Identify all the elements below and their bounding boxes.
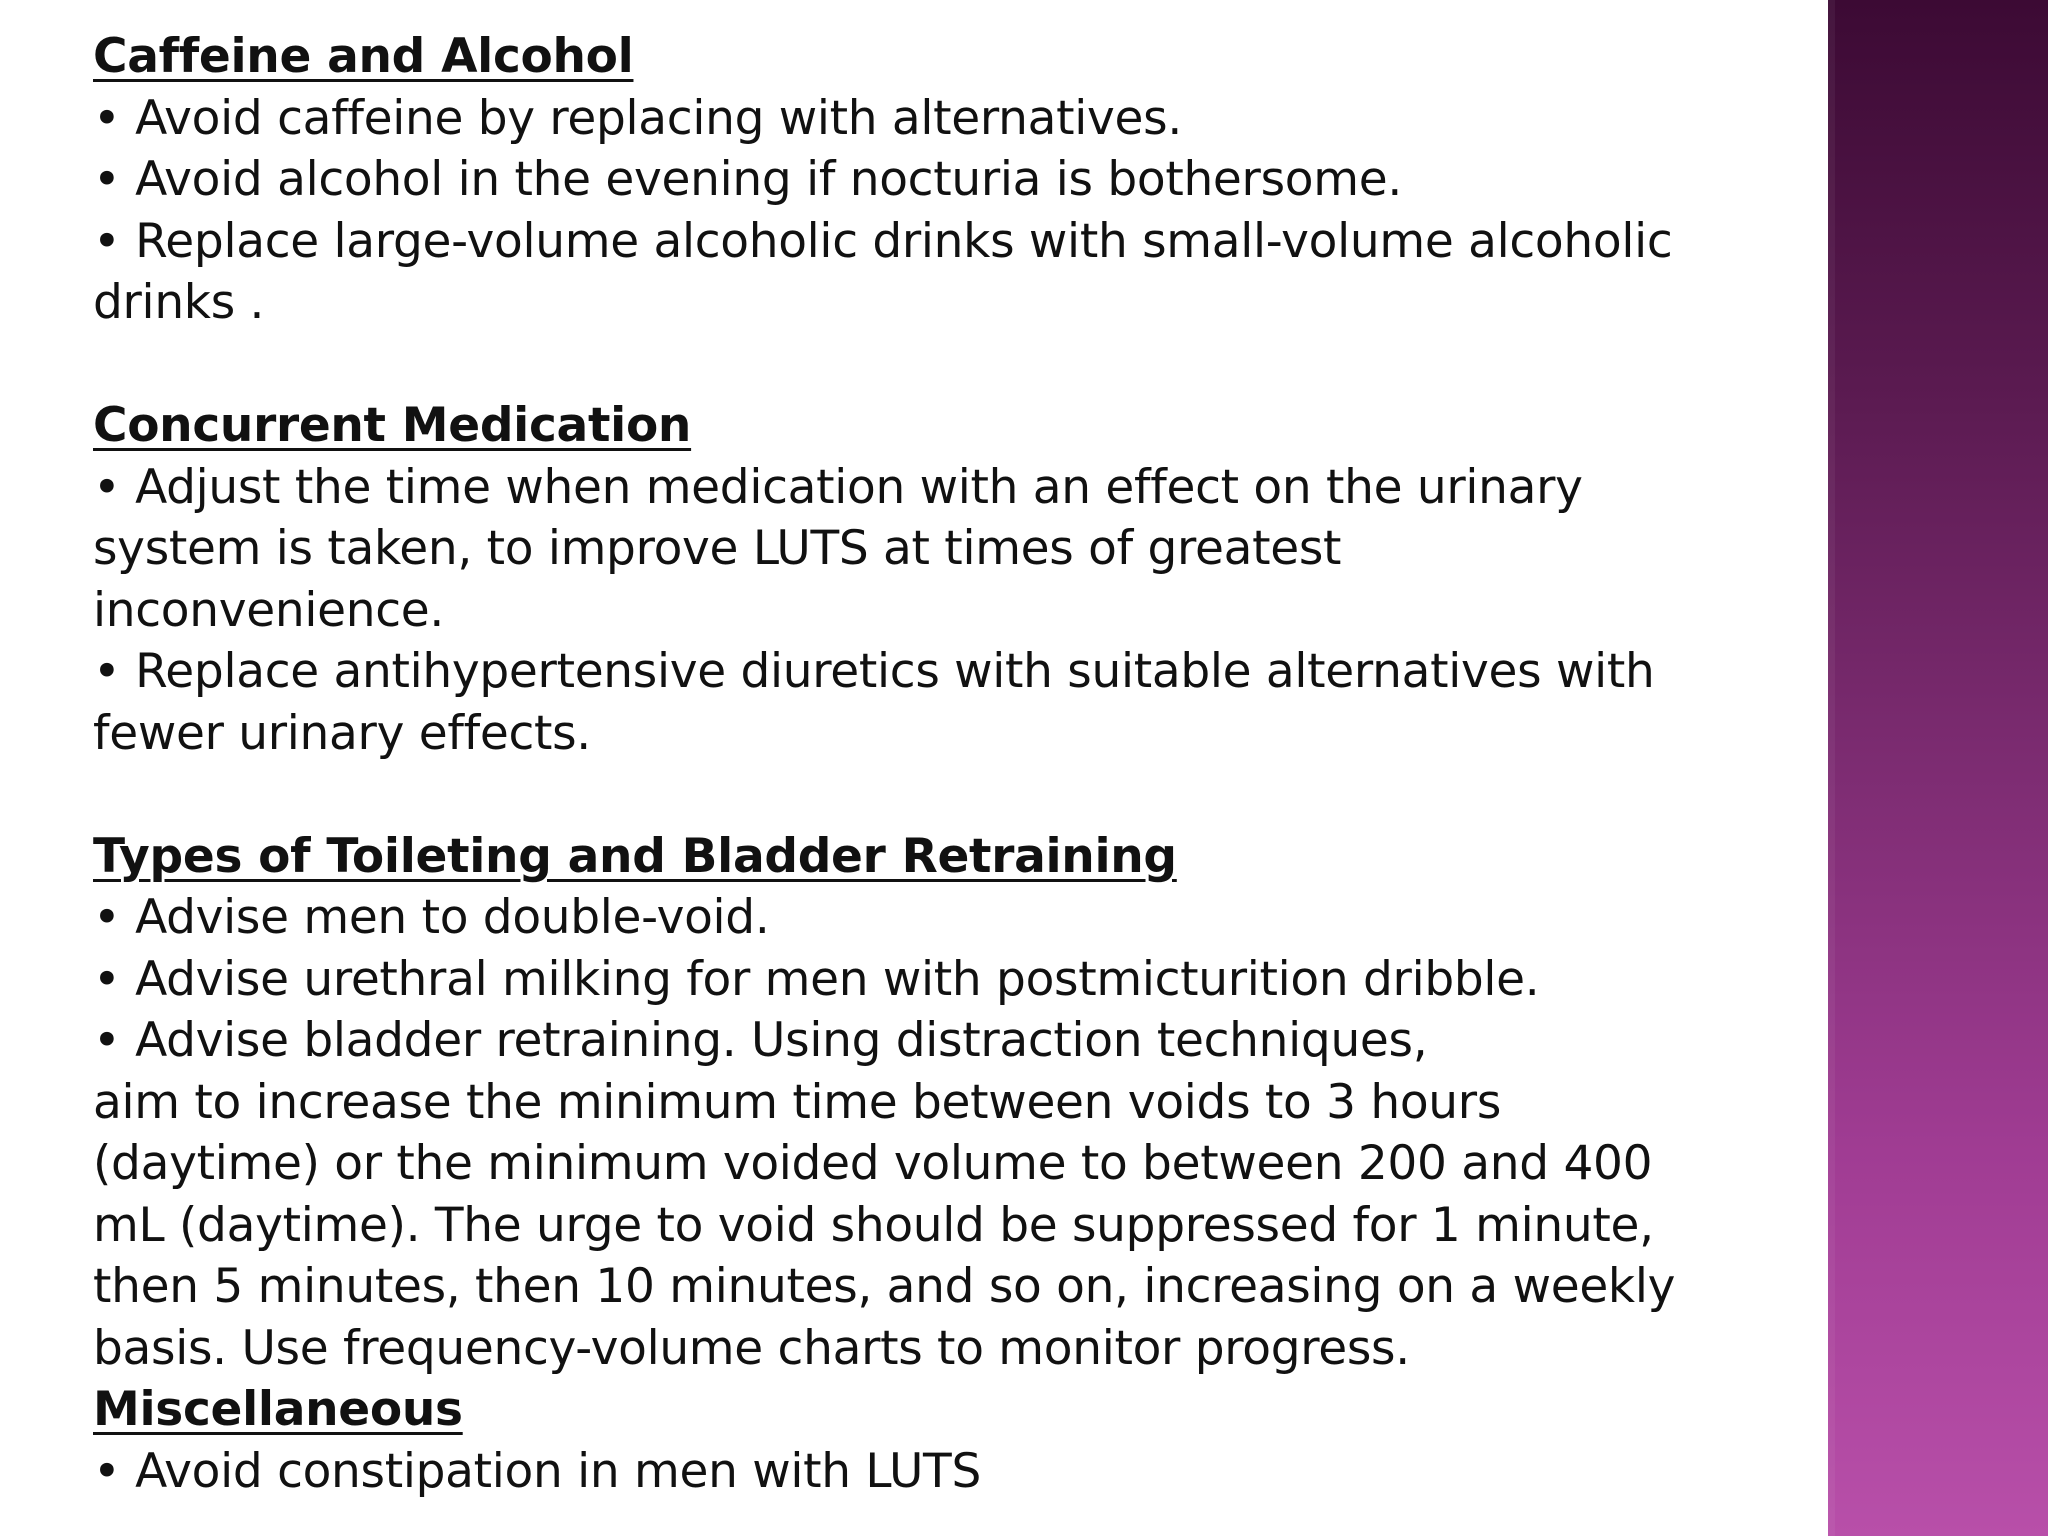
section-heading-caffeine-alcohol: Caffeine and Alcohol [93, 29, 634, 84]
bullet-line: basis. Use frequency-volume charts to monitor progress. [93, 1320, 1410, 1376]
bullet-line: then 5 minutes, then 10 minutes, and so on, increasing on a weekly [93, 1259, 1676, 1314]
section-heading-concurrent-medication: Concurrent Medication [93, 398, 692, 453]
slide-body [93, 26, 1793, 1502]
decorative-side-band [1828, 0, 2048, 1536]
bullet-line: inconvenience. [93, 582, 445, 638]
bullet-line: system is taken, to improve LUTS at times of greatest [93, 521, 1342, 576]
section-heading-toileting-retraining: Types of Toileting and Bladder Retraining [93, 828, 1177, 884]
bullet-line: • Advise men to double-void. [93, 890, 770, 945]
bullet-line: • Avoid caffeine by replacing with alternatives. [93, 90, 1182, 146]
bullet-line: • Advise bladder retraining. Using distraction techniques, [93, 1013, 1428, 1068]
section-heading-miscellaneous: Miscellaneous [93, 1382, 463, 1437]
bullet-line: • Replace antihypertensive diuretics with suitable alternatives with [93, 644, 1655, 699]
bullet-line: drinks . [93, 275, 265, 330]
section-spacer [93, 334, 1793, 396]
bullet-line: • Adjust the time when medication with an effect on the urinary [93, 459, 1583, 515]
section-spacer [93, 764, 1793, 826]
bullet-line: mL (daytime). The urge to void should be suppressed for 1 minute, [93, 1197, 1654, 1253]
bullet-line: aim to increase the minimum time between voids to 3 hours [93, 1074, 1502, 1130]
bullet-line: fewer urinary effects. [93, 705, 591, 761]
bullet-line: • Advise urethral milking for men with postmicturition dribble. [93, 951, 1540, 1007]
bullet-line: • Avoid constipation in men with LUTS [93, 1443, 981, 1499]
bullet-line: • Avoid alcohol in the evening if nocturia is bothersome. [93, 152, 1402, 207]
bullet-line: (daytime) or the minimum voided volume to between 200 and 400 [93, 1136, 1653, 1191]
bullet-line: • Replace large-volume alcoholic drinks with small-volume alcoholic [93, 213, 1673, 269]
